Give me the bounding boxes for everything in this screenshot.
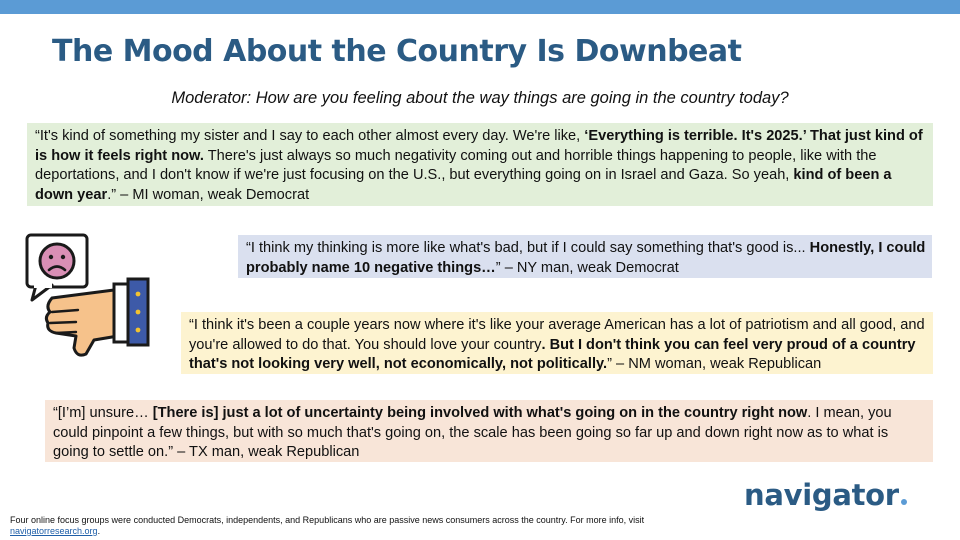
quote-attribution: .” – MI woman, weak Democrat: [107, 186, 310, 203]
quote-text: “[I’m] unsure…: [53, 405, 153, 421]
quote-attribution: . I mean, you could pinpoint a few things, but with so much that's going on, the scale has been going so far up and down right now as to what is going to settle on.” – TX man, weak Republican: [53, 405, 892, 460]
quote-emphasis: kind of been a down year: [35, 167, 892, 203]
quote-attribution: ” – NM woman, weak Republican: [607, 356, 822, 372]
footer-link[interactable]: navigatorresearch.org: [10, 526, 98, 536]
quote-text: “I think it's been a couple years now where it's like your average American has a lot of patriotism and all good, and you're allowed to do that. You should love your country: [189, 317, 925, 353]
quote-box-tx-man: [45, 400, 933, 462]
page-title: The Mood About the Country Is Downbeat: [52, 34, 742, 69]
quote-attribution: ” – NY man, weak Democrat: [495, 259, 679, 276]
quote-box-mi-woman: [27, 123, 933, 206]
navigator-logo: [744, 478, 907, 512]
sad-thumbs-down-icon: [22, 232, 152, 357]
footer-end: .: [97, 526, 101, 536]
quote-emphasis: . But I don't think you can feel very proud of a country that's not looking very well, not economically, not politically.: [189, 336, 916, 372]
quote-emphasis: Honestly, I could probably name 10 negative things…: [246, 240, 926, 276]
quote-box-ny-man: [238, 235, 932, 278]
footer-text: Four online focus groups were conducted Democrats, independents, and Republicans who are passive news consumers across the country. For more info, visit: [10, 515, 645, 525]
moderator-question: Moderator: How are you feeling about the way things are going in the country today?: [171, 89, 789, 107]
footer-note: [10, 515, 670, 537]
top-accent-bar: [0, 0, 960, 14]
logo-dot-icon: [901, 499, 907, 505]
quote-emphasis: [There is] just a lot of uncertainty being involved with what's going on in the country right now: [152, 405, 808, 421]
quote-text: There's just always so much negativity coming out and horrible things happening to people, like with the deportations, and I don't know if we're just focusing on the U.S., but everything going on in Israel and Gaza. So yeah,: [35, 147, 877, 183]
quote-text: “It's kind of something my sister and I say to each other almost every day. We're like,: [35, 128, 585, 144]
quote-box-nm-woman: [181, 312, 933, 374]
logo-text: navigator: [744, 478, 899, 512]
quote-text: “I think my thinking is more like what's bad, but if I could say something that's good is...: [246, 240, 810, 256]
quote-emphasis: ‘Everything is terrible. It's 2025.’ That just kind of is how it feels right now.: [35, 128, 923, 164]
